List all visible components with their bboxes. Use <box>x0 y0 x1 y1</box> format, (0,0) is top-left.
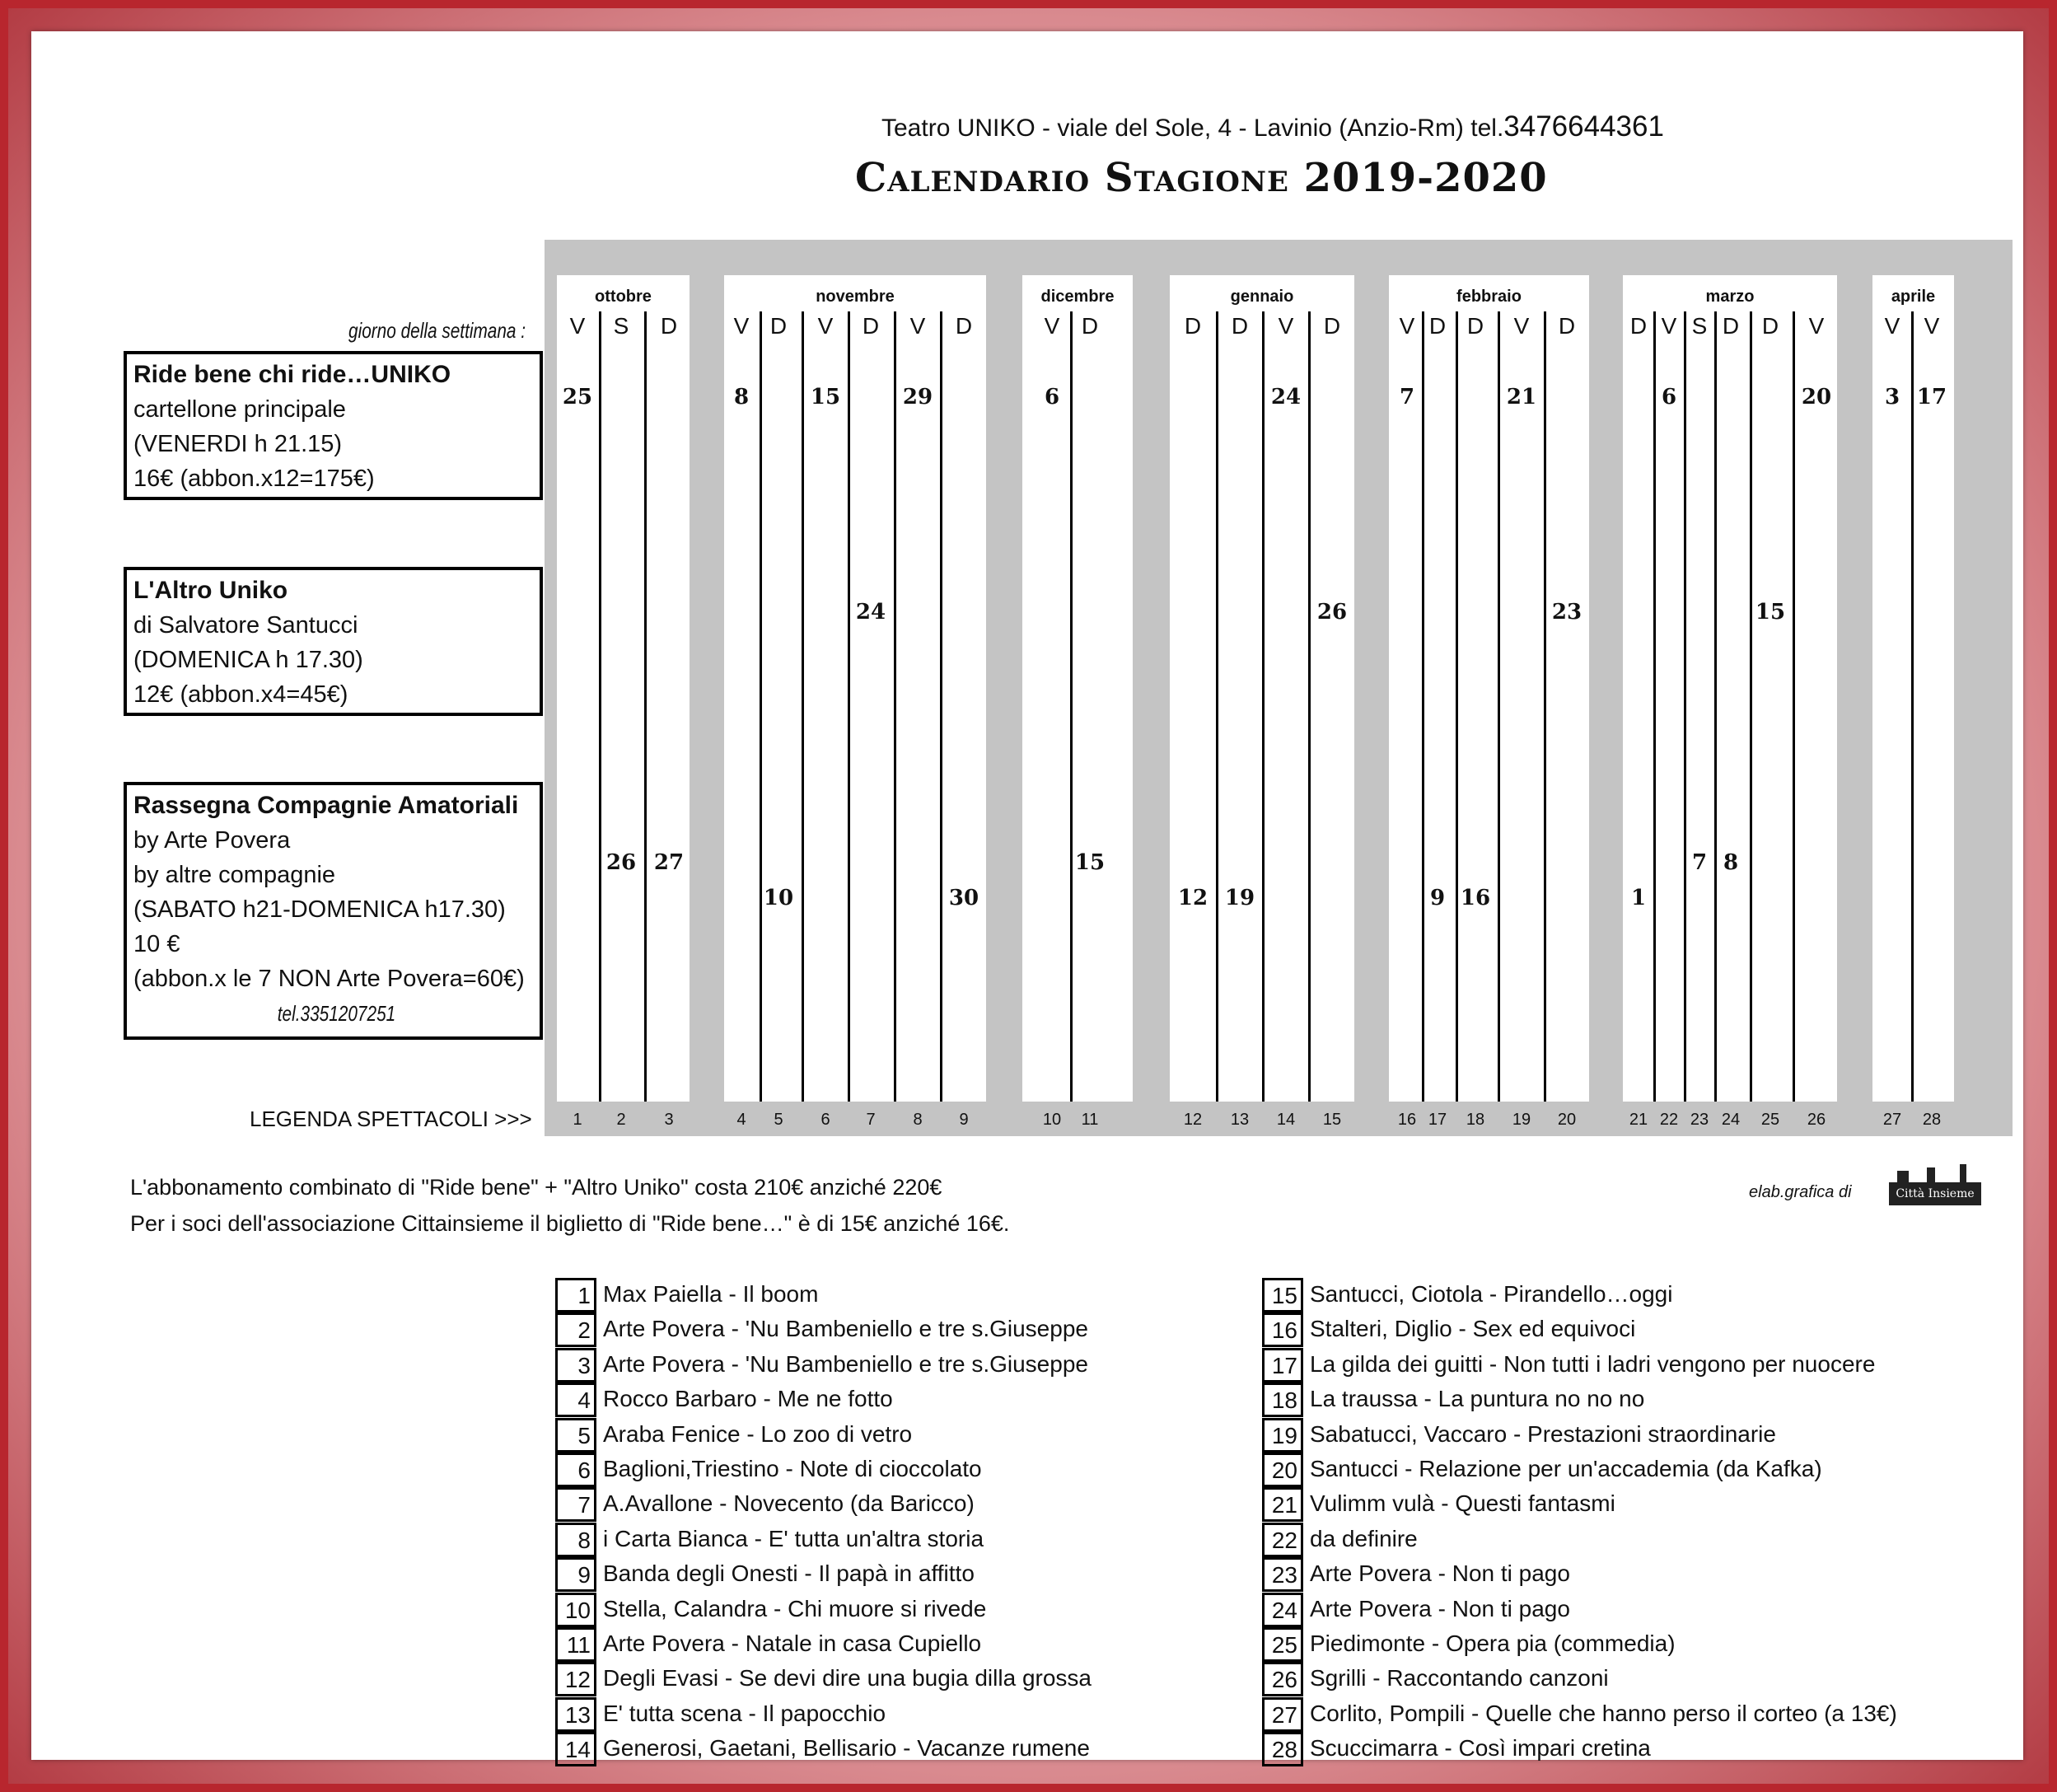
show-date: 1 <box>1630 886 1647 910</box>
column-divider <box>1262 311 1265 1102</box>
weekday-letter: D <box>1081 313 1099 339</box>
weekday-letter: D <box>955 313 973 339</box>
show-title: Max Paiella - Il boom <box>603 1281 819 1307</box>
legend-number: 28 <box>1922 1111 1942 1129</box>
show-number-box: 24 <box>1262 1593 1303 1627</box>
show-date: 7 <box>1399 385 1415 409</box>
show-title: Degli Evasi - Se devi dire una bugia dilla grossa <box>603 1665 1092 1691</box>
show-number-box: 18 <box>1262 1383 1303 1417</box>
column-divider <box>1456 311 1458 1102</box>
legend-number: 13 <box>1230 1111 1250 1129</box>
show-number-box: 9 <box>555 1557 596 1592</box>
show-date: 15 <box>1755 600 1786 625</box>
show-title: Generosi, Gaetani, Bellisario - Vacanze rumene <box>603 1735 1090 1762</box>
show-number-box: 1 <box>555 1278 596 1312</box>
legend-number: 6 <box>820 1111 830 1129</box>
legend-number: 16 <box>1397 1111 1417 1129</box>
show-number-box: 5 <box>555 1418 596 1453</box>
show-number-box: 17 <box>1262 1348 1303 1383</box>
show-title: Arte Povera - Natale in casa Cupiello <box>603 1630 982 1656</box>
weekday-letter: V <box>1661 313 1677 339</box>
row-box-ride-bene <box>124 351 543 500</box>
month-label: aprile <box>1891 288 1936 306</box>
row-title: Ride bene chi ride…UNIKO <box>133 361 451 388</box>
show-title: Santucci, Ciotola - Pirandello…oggi <box>1310 1281 1673 1307</box>
show-date: 8 <box>733 385 750 409</box>
row-line: (VENERDI h 21.15) <box>133 431 343 457</box>
row-title: Rassegna Compagnie Amatoriali <box>133 792 519 819</box>
weekday-letter: D <box>660 313 678 339</box>
show-title: da definire <box>1310 1525 1418 1551</box>
show-number-box: 14 <box>555 1732 596 1766</box>
show-date: 19 <box>1224 886 1255 910</box>
show-date: 30 <box>948 886 979 910</box>
weekday-letter: V <box>1808 313 1825 339</box>
column-divider <box>940 311 942 1102</box>
weekday-letter: S <box>613 313 629 339</box>
theatre-phone: 3476644361 <box>1503 110 1664 143</box>
month-label: febbraio <box>1456 288 1522 306</box>
month-label: dicembre <box>1040 288 1115 306</box>
show-date: 27 <box>653 850 685 875</box>
show-date: 10 <box>763 886 794 910</box>
legend-number: 25 <box>1760 1111 1780 1129</box>
show-number-box: 16 <box>1262 1312 1303 1347</box>
month-label: gennaio <box>1230 288 1294 306</box>
weekday-letter: V <box>1278 313 1294 339</box>
show-number-box: 10 <box>555 1593 596 1627</box>
show-number-box: 3 <box>555 1348 596 1383</box>
credit-text: elab.grafica di <box>1749 1183 1852 1201</box>
legend-number: 7 <box>866 1111 876 1129</box>
legend-label: LEGENDA SPETTACOLI >>> <box>250 1107 532 1131</box>
weekday-letter: D <box>1629 313 1648 339</box>
legend-number: 22 <box>1659 1111 1679 1129</box>
legend-number: 15 <box>1322 1111 1342 1129</box>
show-date: 8 <box>1723 850 1739 875</box>
show-number-box: 28 <box>1262 1732 1303 1766</box>
show-title: Scuccimarra - Così impari cretina <box>1310 1735 1651 1762</box>
show-number-box: 13 <box>555 1697 596 1732</box>
column-divider <box>894 311 896 1102</box>
column-divider <box>760 311 762 1102</box>
column-divider <box>1911 311 1914 1102</box>
row-line: (abbon.x le 7 NON Arte Povera=60€) <box>133 966 525 992</box>
rassegna-phone: tel.3351207251 <box>277 1001 396 1026</box>
show-title: Santucci - Relazione per un'accademia (da Kafka) <box>1310 1455 1822 1481</box>
show-date: 21 <box>1506 385 1537 409</box>
show-date: 15 <box>1074 850 1106 875</box>
row-line: 10 € <box>133 931 180 957</box>
legend-number: 12 <box>1183 1111 1203 1129</box>
show-date: 7 <box>1691 850 1708 875</box>
show-title: Sgrilli - Raccontando canzoni <box>1310 1665 1609 1691</box>
weekday-letter: D <box>1323 313 1341 339</box>
row-line: (SABATO h21-DOMENICA h17.30) <box>133 896 506 923</box>
month-label: marzo <box>1705 288 1755 306</box>
legend-number: 17 <box>1428 1111 1447 1129</box>
row-title: L'Altro Uniko <box>133 577 288 604</box>
legend-number: 18 <box>1466 1111 1485 1129</box>
show-date: 17 <box>1916 385 1947 409</box>
row-line: by Arte Povera <box>133 827 291 854</box>
weekday-letter: D <box>1761 313 1779 339</box>
legend-number: 26 <box>1807 1111 1826 1129</box>
show-title: Arte Povera - Non ti pago <box>1310 1595 1570 1621</box>
weekday-letter: V <box>733 313 750 339</box>
show-number-box: 15 <box>1262 1278 1303 1312</box>
column-divider <box>802 311 804 1102</box>
show-number-box: 12 <box>555 1662 596 1696</box>
column-divider <box>1216 311 1218 1102</box>
column-divider <box>1714 311 1717 1102</box>
weekday-letter: D <box>769 313 788 339</box>
show-title: Arte Povera - Non ti pago <box>1310 1560 1570 1587</box>
column-divider <box>1422 311 1424 1102</box>
row-box-rassegna <box>124 782 543 1040</box>
weekday-letter: D <box>1558 313 1576 339</box>
show-title: Corlito, Pompili - Quelle che hanno perso il corteo (a 13€) <box>1310 1700 1897 1726</box>
show-title: Araba Fenice - Lo zoo di vetro <box>603 1420 913 1447</box>
weekday-letter: D <box>1231 313 1249 339</box>
legend-number: 24 <box>1721 1111 1741 1129</box>
show-date: 6 <box>1661 385 1677 409</box>
show-title: i Carta Bianca - E' tutta un'altra storia <box>603 1525 984 1551</box>
column-divider <box>1498 311 1500 1102</box>
show-date: 9 <box>1429 886 1446 910</box>
show-number-box: 20 <box>1262 1453 1303 1487</box>
show-number-box: 27 <box>1262 1697 1303 1732</box>
weekday-letter: V <box>909 313 926 339</box>
legend-number: 23 <box>1690 1111 1709 1129</box>
weekday-label: giorno della settimana : <box>348 318 526 343</box>
row-line: 12€ (abbon.x4=45€) <box>133 681 348 708</box>
weekday-letter: D <box>1722 313 1740 339</box>
weekday-letter: V <box>1513 313 1530 339</box>
show-title: Arte Povera - 'Nu Bambeniello e tre s.Giuseppe <box>603 1316 1088 1342</box>
column-divider <box>1544 311 1546 1102</box>
show-title: A.Avallone - Novecento (da Baricco) <box>603 1490 975 1517</box>
show-date: 24 <box>855 600 886 625</box>
show-number-box: 11 <box>555 1627 596 1662</box>
show-title: E' tutta scena - Il papocchio <box>603 1700 886 1726</box>
show-number-box: 26 <box>1262 1662 1303 1696</box>
show-number-box: 21 <box>1262 1487 1303 1522</box>
show-date: 3 <box>1884 385 1900 409</box>
row-line: cartellone principale <box>133 396 346 423</box>
weekday-letter: D <box>862 313 880 339</box>
weekday-letter: D <box>1466 313 1484 339</box>
weekday-letter: V <box>1924 313 1940 339</box>
legend-number: 2 <box>616 1111 626 1129</box>
show-number-box: 23 <box>1262 1557 1303 1592</box>
weekday-letter: V <box>1399 313 1415 339</box>
show-number-box: 7 <box>555 1487 596 1522</box>
column-divider <box>644 311 647 1102</box>
month-label: novembre <box>816 288 895 306</box>
weekday-letter: V <box>1044 313 1060 339</box>
show-title: Stella, Calandra - Chi muore si rivede <box>603 1595 987 1621</box>
month-label: ottobre <box>595 288 652 306</box>
legend-number: 8 <box>913 1111 923 1129</box>
legend-number: 19 <box>1512 1111 1531 1129</box>
show-title: Arte Povera - 'Nu Bambeniello e tre s.Giuseppe <box>603 1350 1088 1377</box>
row-line: (DOMENICA h 17.30) <box>133 647 363 673</box>
show-date: 26 <box>605 850 637 875</box>
show-date: 26 <box>1316 600 1348 625</box>
show-date: 6 <box>1044 385 1060 409</box>
row-line: 16€ (abbon.x12=175€) <box>133 466 375 492</box>
theatre-address: Teatro UNIKO - viale del Sole, 4 - Lavinio (Anzio-Rm) tel.3476644361 <box>881 110 1664 143</box>
column-divider <box>1793 311 1795 1102</box>
show-title: La traussa - La puntura no no no <box>1310 1386 1645 1412</box>
legend-number: 4 <box>736 1111 746 1129</box>
show-title: La gilda dei guitti - Non tutti i ladri vengono per nuocere <box>1310 1350 1876 1377</box>
show-date: 15 <box>810 385 841 409</box>
show-number-box: 2 <box>555 1312 596 1347</box>
weekday-letter: S <box>1691 313 1708 339</box>
show-number-box: 22 <box>1262 1523 1303 1557</box>
show-date: 16 <box>1460 886 1491 910</box>
page-title: Calendario Stagione 2019-2020 <box>855 155 1548 201</box>
show-title: Stalteri, Diglio - Sex ed equivoci <box>1310 1316 1636 1342</box>
cittainsieme-logo <box>1889 1164 1981 1205</box>
row-line: by altre compagnie <box>133 862 336 888</box>
show-title: Rocco Barbaro - Me ne fotto <box>603 1386 893 1412</box>
show-number-box: 8 <box>555 1523 596 1557</box>
show-number-box: 4 <box>555 1383 596 1417</box>
show-date: 25 <box>562 385 593 409</box>
show-number-box: 6 <box>555 1453 596 1487</box>
subscription-note: L'abbonamento combinato di "Ride bene" + "Altro Uniko" costa 210€ anziché 220€ <box>130 1175 942 1200</box>
show-number-box: 19 <box>1262 1418 1303 1453</box>
show-title: Banda degli Onesti - Il papà in affitto <box>603 1560 975 1587</box>
column-divider <box>1684 311 1686 1102</box>
legend-number: 11 <box>1081 1111 1099 1129</box>
weekday-letter: V <box>1884 313 1900 339</box>
legend-number: 20 <box>1557 1111 1577 1129</box>
show-date: 20 <box>1801 385 1832 409</box>
weekday-letter: V <box>817 313 834 339</box>
column-divider <box>1070 311 1073 1102</box>
legend-number: 3 <box>664 1111 674 1129</box>
show-number-box: 25 <box>1262 1627 1303 1662</box>
show-date: 24 <box>1270 385 1302 409</box>
legend-number: 14 <box>1276 1111 1296 1129</box>
member-note: Per i soci dell'associazione Cittainsieme il biglietto di "Ride bene…" è di 15€ anziché 16€. <box>130 1211 1010 1236</box>
legend-number: 5 <box>774 1111 783 1129</box>
column-divider <box>848 311 850 1102</box>
row-line: di Salvatore Santucci <box>133 612 358 639</box>
legend-number: 9 <box>959 1111 969 1129</box>
show-title: Piedimonte - Opera pia (commedia) <box>1310 1630 1676 1656</box>
weekday-letter: V <box>569 313 586 339</box>
column-divider <box>599 311 601 1102</box>
show-date: 29 <box>902 385 933 409</box>
weekday-letter: D <box>1184 313 1202 339</box>
legend-number: 21 <box>1629 1111 1648 1129</box>
show-title: Vulimm vulà - Questi fantasmi <box>1310 1490 1615 1517</box>
show-date: 12 <box>1177 886 1208 910</box>
column-divider <box>1750 311 1752 1102</box>
logo-text: Città Insieme <box>1896 1187 1975 1200</box>
show-date: 23 <box>1551 600 1582 625</box>
weekday-letter: D <box>1428 313 1447 339</box>
legend-number: 1 <box>573 1111 582 1129</box>
legend-number: 27 <box>1882 1111 1902 1129</box>
column-divider <box>1653 311 1656 1102</box>
page <box>31 31 2023 1763</box>
show-title: Sabatucci, Vaccaro - Prestazioni straordinarie <box>1310 1420 1776 1447</box>
legend-number: 10 <box>1042 1111 1062 1129</box>
row-box-altro-uniko <box>124 567 543 716</box>
show-title: Baglioni,Triestino - Note di cioccolato <box>603 1455 982 1481</box>
column-divider <box>1308 311 1311 1102</box>
